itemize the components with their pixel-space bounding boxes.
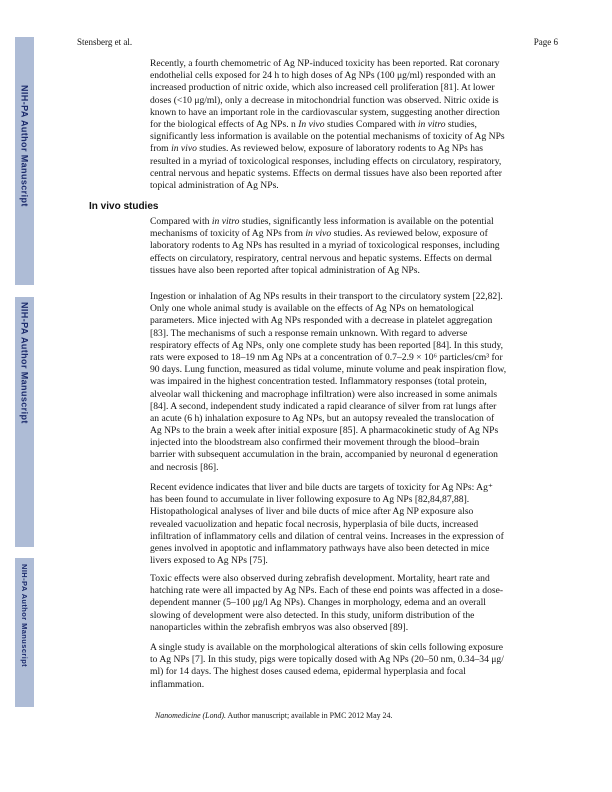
text-line: Only one whole animal study is available on the effects of Ag NPs on hematological bbox=[150, 303, 474, 315]
text-line: [83]. The mechanisms of such a response remain unknown. With regard to adverse bbox=[150, 327, 468, 339]
text-line: dependent manner (5–100 μg/l Ag NPs). Changes in morphology, edema and an overall bbox=[150, 597, 486, 609]
text-line: an acute (6 h) inhalation exposure to Ag NPs, but an autopsy revealed the translocation of bbox=[150, 412, 495, 424]
text-line: Ingestion or inhalation of Ag NPs results in their transport to the circulatory system [22,82]. bbox=[150, 291, 503, 302]
text-line: nanoparticles within the zebrafish embryos was also observed [89]. bbox=[150, 621, 409, 633]
paragraph-ingestion bbox=[150, 291, 506, 474]
text-line: A single study is available on the morphological alterations of skin cells following exposure bbox=[150, 642, 504, 653]
text-line: Ag NPs to the brain a week after initial exposure [85]. A pharmacokinetic study of Ag NPs bbox=[150, 425, 499, 437]
text-line: effects on circulatory, respiratory, central nervous and hepatic systems. Effects on dermal bbox=[150, 252, 493, 264]
paragraph-intro bbox=[150, 58, 505, 192]
paragraph-zebrafish bbox=[150, 573, 503, 634]
text-line: inflammation. bbox=[150, 678, 205, 690]
text-line: slowing of development were also detected. In this study, uniform distribution of the bbox=[150, 609, 475, 621]
nihpa-watermark-bar bbox=[15, 297, 34, 547]
text-line: from in vivo studies. As reviewed below, exposure of laboratory rodents to Ag NPs has bbox=[150, 143, 483, 155]
text-line: hatching rate were all impacted by Ag NPs. Each of these end points was affected in a dose- bbox=[150, 585, 504, 597]
paragraph-liver bbox=[150, 482, 504, 567]
text-line: significantly less information is available on the potential mechanisms of toxicity of Ag NPs bbox=[150, 131, 505, 143]
text-line: ml) for 14 days. The highest doses caused edema, epidermal hyperplasia and focal bbox=[150, 666, 466, 678]
text-line: increased production of nitric oxide, which also increased cell proliferation [81]. At lower bbox=[150, 82, 495, 94]
text-line: known to have an important role in the cardiovascular system, suggesting another direction bbox=[150, 106, 500, 118]
text-line: respiratory effects of Ag NPs, only one complete study has been reported [84]. In this study, bbox=[150, 339, 504, 351]
text-line: for the biological effects of Ag NPs. n In vivo studies Compared with in vitro studies, bbox=[150, 118, 477, 130]
text-line: endothelial cells exposed for 24 h to high doses of Ag NPs (100 μg/ml) responded with an bbox=[150, 70, 496, 82]
text-line: 90 days. Lung function, measured as tidal volume, minute volume and peak inspiration flow, bbox=[150, 364, 507, 376]
text-line: Histopathological analyses of liver and bile ducts of mice after Ag NP exposure also bbox=[150, 506, 474, 518]
text-line: laboratory rodents to Ag NPs has resulted in a myriad of toxicological responses, including bbox=[150, 240, 500, 252]
text-line: tissues have also been reported after topical administration of Ag NPs. bbox=[150, 264, 420, 276]
text-line: central nervous and hepatic systems. Effects on dermal tissues have also been reported after bbox=[150, 167, 502, 179]
text-line: revealed vacuolization and hepatic focal necrosis, hyperplasia of bile ducts, increased bbox=[150, 518, 479, 530]
text-line: livers exposed to Ag NPs [75]. bbox=[150, 555, 268, 567]
nihpa-watermark-bar bbox=[15, 558, 34, 707]
text-line: Recent evidence indicates that liver and bile ducts are targets of toxicity for Ag NPs: Ag⁺ bbox=[150, 482, 493, 493]
text-line: topical administration of Ag NPs. bbox=[150, 179, 279, 191]
text-line: Nanomedicine (Lond). Author manuscript; available in PMC 2012 May 24. bbox=[155, 711, 393, 720]
text-line: [84]. A second, independent study indicated a rapid clearance of silver from rat lungs after bbox=[150, 400, 497, 412]
header-author: Stensberg et al. bbox=[77, 37, 133, 47]
watermark-text: NIH-PA Author Manuscript bbox=[19, 85, 30, 207]
text-line: doses (<10 μg/ml), only a decrease in mitochondrial function was observed. Nitric oxide is bbox=[150, 94, 499, 106]
text-line: alveolar wall thickening and macrophage infiltration) were also increased in some animals bbox=[150, 388, 498, 400]
text-line: mechanisms of toxicity of Ag NPs from in vivo studies. As reviewed below, exposure of bbox=[150, 228, 488, 240]
text-line: genes involved in apoptotic and inflammatory pathways have also been detected in mice bbox=[150, 542, 490, 554]
paragraph-compared bbox=[150, 216, 500, 277]
section-heading: In vivo studies bbox=[89, 201, 159, 212]
footer-citation bbox=[155, 711, 392, 721]
watermark-text: NIH-PA Author Manuscript bbox=[20, 564, 29, 668]
watermark-text: NIH-PA Author Manuscript bbox=[19, 302, 30, 424]
text-line: resulted in a myriad of toxicological responses, including effects on circulatory, respiratory, bbox=[150, 155, 502, 167]
text-line: barrier with subsequent accumulation in the brain, accompanied by neuronal d egeneration bbox=[150, 449, 498, 461]
paragraph-skin bbox=[150, 642, 504, 691]
text-line: rats were exposed to 18–19 nm Ag NPs at a concentration of 0.7–2.9 × 10⁶ particles/cm³ for bbox=[150, 351, 503, 363]
text-line: parameters. Mice injected with Ag NPs responded with a decrease in platelet aggregation bbox=[150, 315, 493, 327]
text-line: Recently, a fourth chemometric of Ag NP-induced toxicity has been reported. Rat coronary bbox=[150, 58, 500, 69]
header-page-number: Page 6 bbox=[533, 37, 558, 47]
text-line: and necrosis [86]. bbox=[150, 461, 219, 473]
text-line: has been found to accumulate in liver following exposure to Ag NPs [82,84,87,88]. bbox=[150, 494, 470, 506]
text-line: was impaired in the highest concentration tested. Inflammatory responses (total protein, bbox=[150, 376, 487, 388]
nihpa-watermark-bar bbox=[15, 37, 34, 285]
text-line: to Ag NPs [7]. In this study, pigs were topically dosed with Ag NPs (20–50 nm, 0.34–34 μg/ bbox=[150, 654, 504, 666]
text-line: Compared with in vitro studies, significantly less information is available on the potential bbox=[150, 216, 494, 227]
text-line: infiltration of inflammatory cells and dilation of central veins. Increases in the expression of bbox=[150, 530, 504, 542]
text-line: injected into the bloodstream also confirmed their movement through the blood–brain bbox=[150, 437, 480, 449]
text-line: Toxic effects were also observed during zebrafish development. Mortality, heart rate and bbox=[150, 573, 490, 584]
